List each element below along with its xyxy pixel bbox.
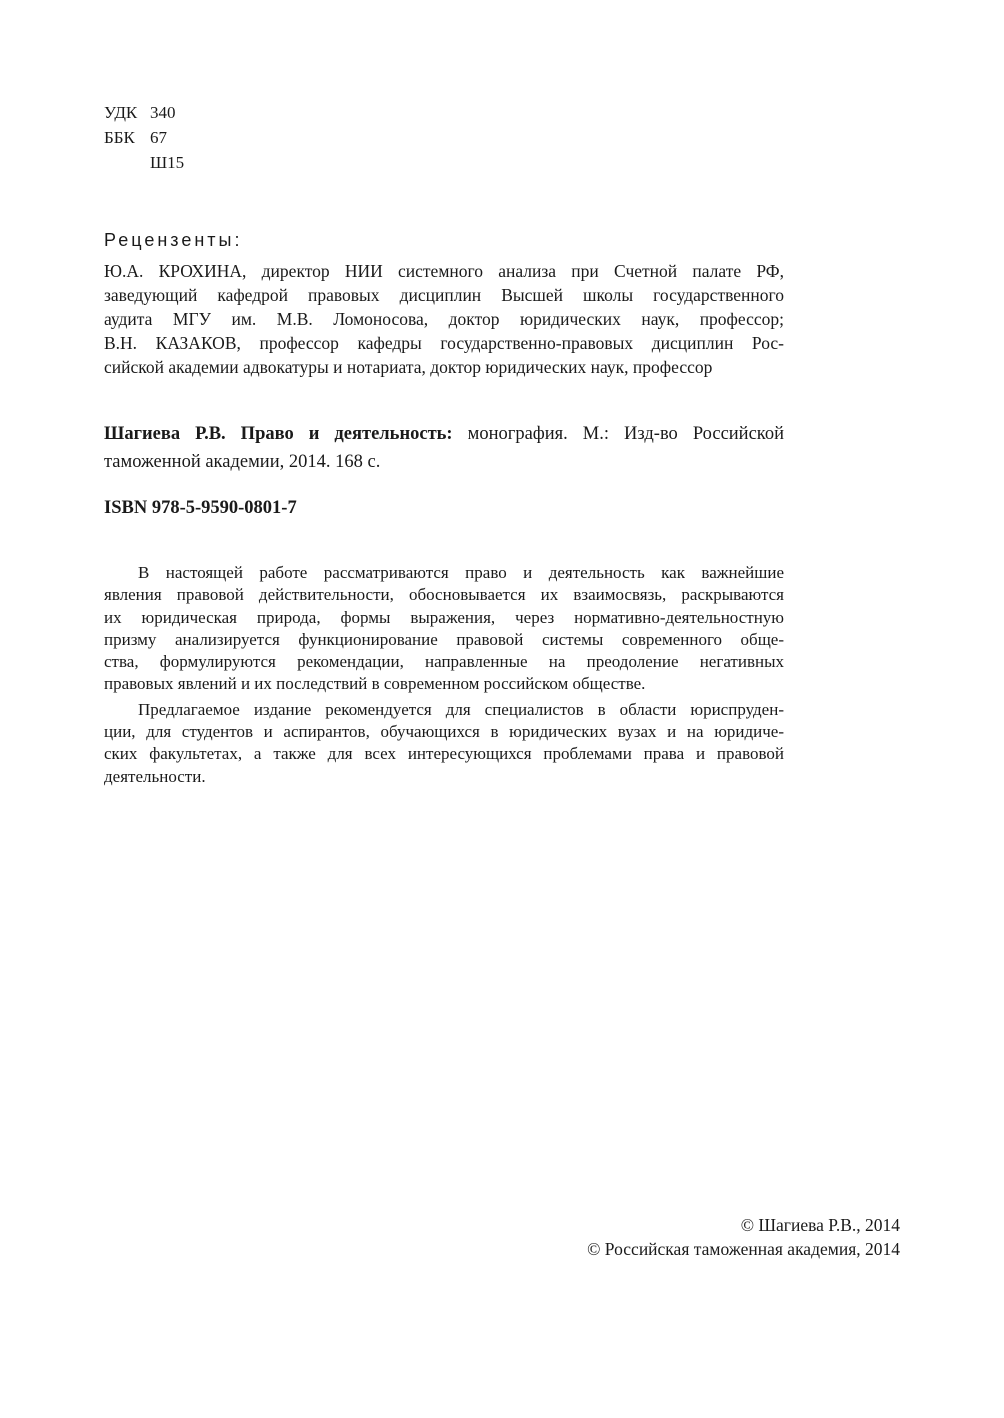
copyright-author: © Шагиева Р.В., 2014 [740, 1215, 900, 1235]
author-mark: Ш15 [150, 153, 185, 172]
citation-author-title: Шагиева Р.В. Право и деятельность: [104, 424, 453, 444]
copyright-publisher: © Российская таможенная академия, 2014 [587, 1239, 900, 1259]
bbk-label: ББК [104, 128, 135, 147]
abstract-line: их юридическая природа, формы выражения, через нормативно-деятельностную [104, 607, 784, 627]
citation-line-1 [104, 420, 784, 448]
bbk-row [104, 125, 184, 150]
abstract-line: ции, для студентов и аспирантов, обучающихся в юридических вузах и на юридиче- [104, 722, 784, 742]
classification-codes [104, 100, 184, 175]
reviewer-line: аудита МГУ им. М.В. Ломоносова, доктор юридических наук, профессор; [104, 309, 784, 329]
reviewer-line: сийской академии адвокатуры и нотариата, доктор юридических наук, профессор [104, 357, 713, 377]
reviewers-title: Рецензенты: [104, 230, 243, 250]
abstract-line: призму анализируется функционирование правовой системы современного обще- [104, 629, 784, 649]
abstract-line: деятельности. [104, 766, 206, 786]
reviewers-section [104, 227, 784, 379]
bbk-value: 67 [150, 128, 167, 147]
abstract-line: ства, формулируются рекомендации, направленные на преодоление негативных [104, 652, 784, 672]
reviewer-line: В.Н. КАЗАКОВ, профессор кафедры государственно-правовых дисциплин Рос- [104, 333, 784, 353]
abstract [104, 562, 784, 788]
citation-publisher: монография. М.: Изд-во Российской [452, 424, 784, 444]
bibliographic-citation [104, 420, 784, 476]
udk-row [104, 100, 184, 125]
udk-value: 340 [150, 103, 176, 122]
isbn: ISBN 978-5-9590-0801-7 [104, 498, 297, 518]
abstract-line: Предлагаемое издание рекомендуется для специалистов в области юриспруден- [138, 699, 784, 719]
citation-line-2: таможенной академии, 2014. 168 с. [104, 452, 381, 472]
udk-label: УДК [104, 103, 138, 122]
copyright-block [587, 1213, 900, 1261]
abstract-line: правовых явлений и их последствий в современном российском обществе. [104, 674, 646, 694]
abstract-line: В настоящей работе рассматриваются право и деятельность как важнейшие [138, 563, 784, 582]
reviewer-line: Ю.А. КРОХИНА, директор НИИ системного анализа при Счетной палате РФ, [104, 261, 784, 281]
reviewer-line: заведующий кафедрой правовых дисциплин Высшей школы государственного [104, 285, 784, 305]
abstract-line: ских факультетах, а также для всех интересующихся проблемами права и правовой [104, 744, 784, 764]
abstract-line: явления правовой действительности, обосновывается их взаимосвязь, раскрываются [104, 585, 784, 605]
